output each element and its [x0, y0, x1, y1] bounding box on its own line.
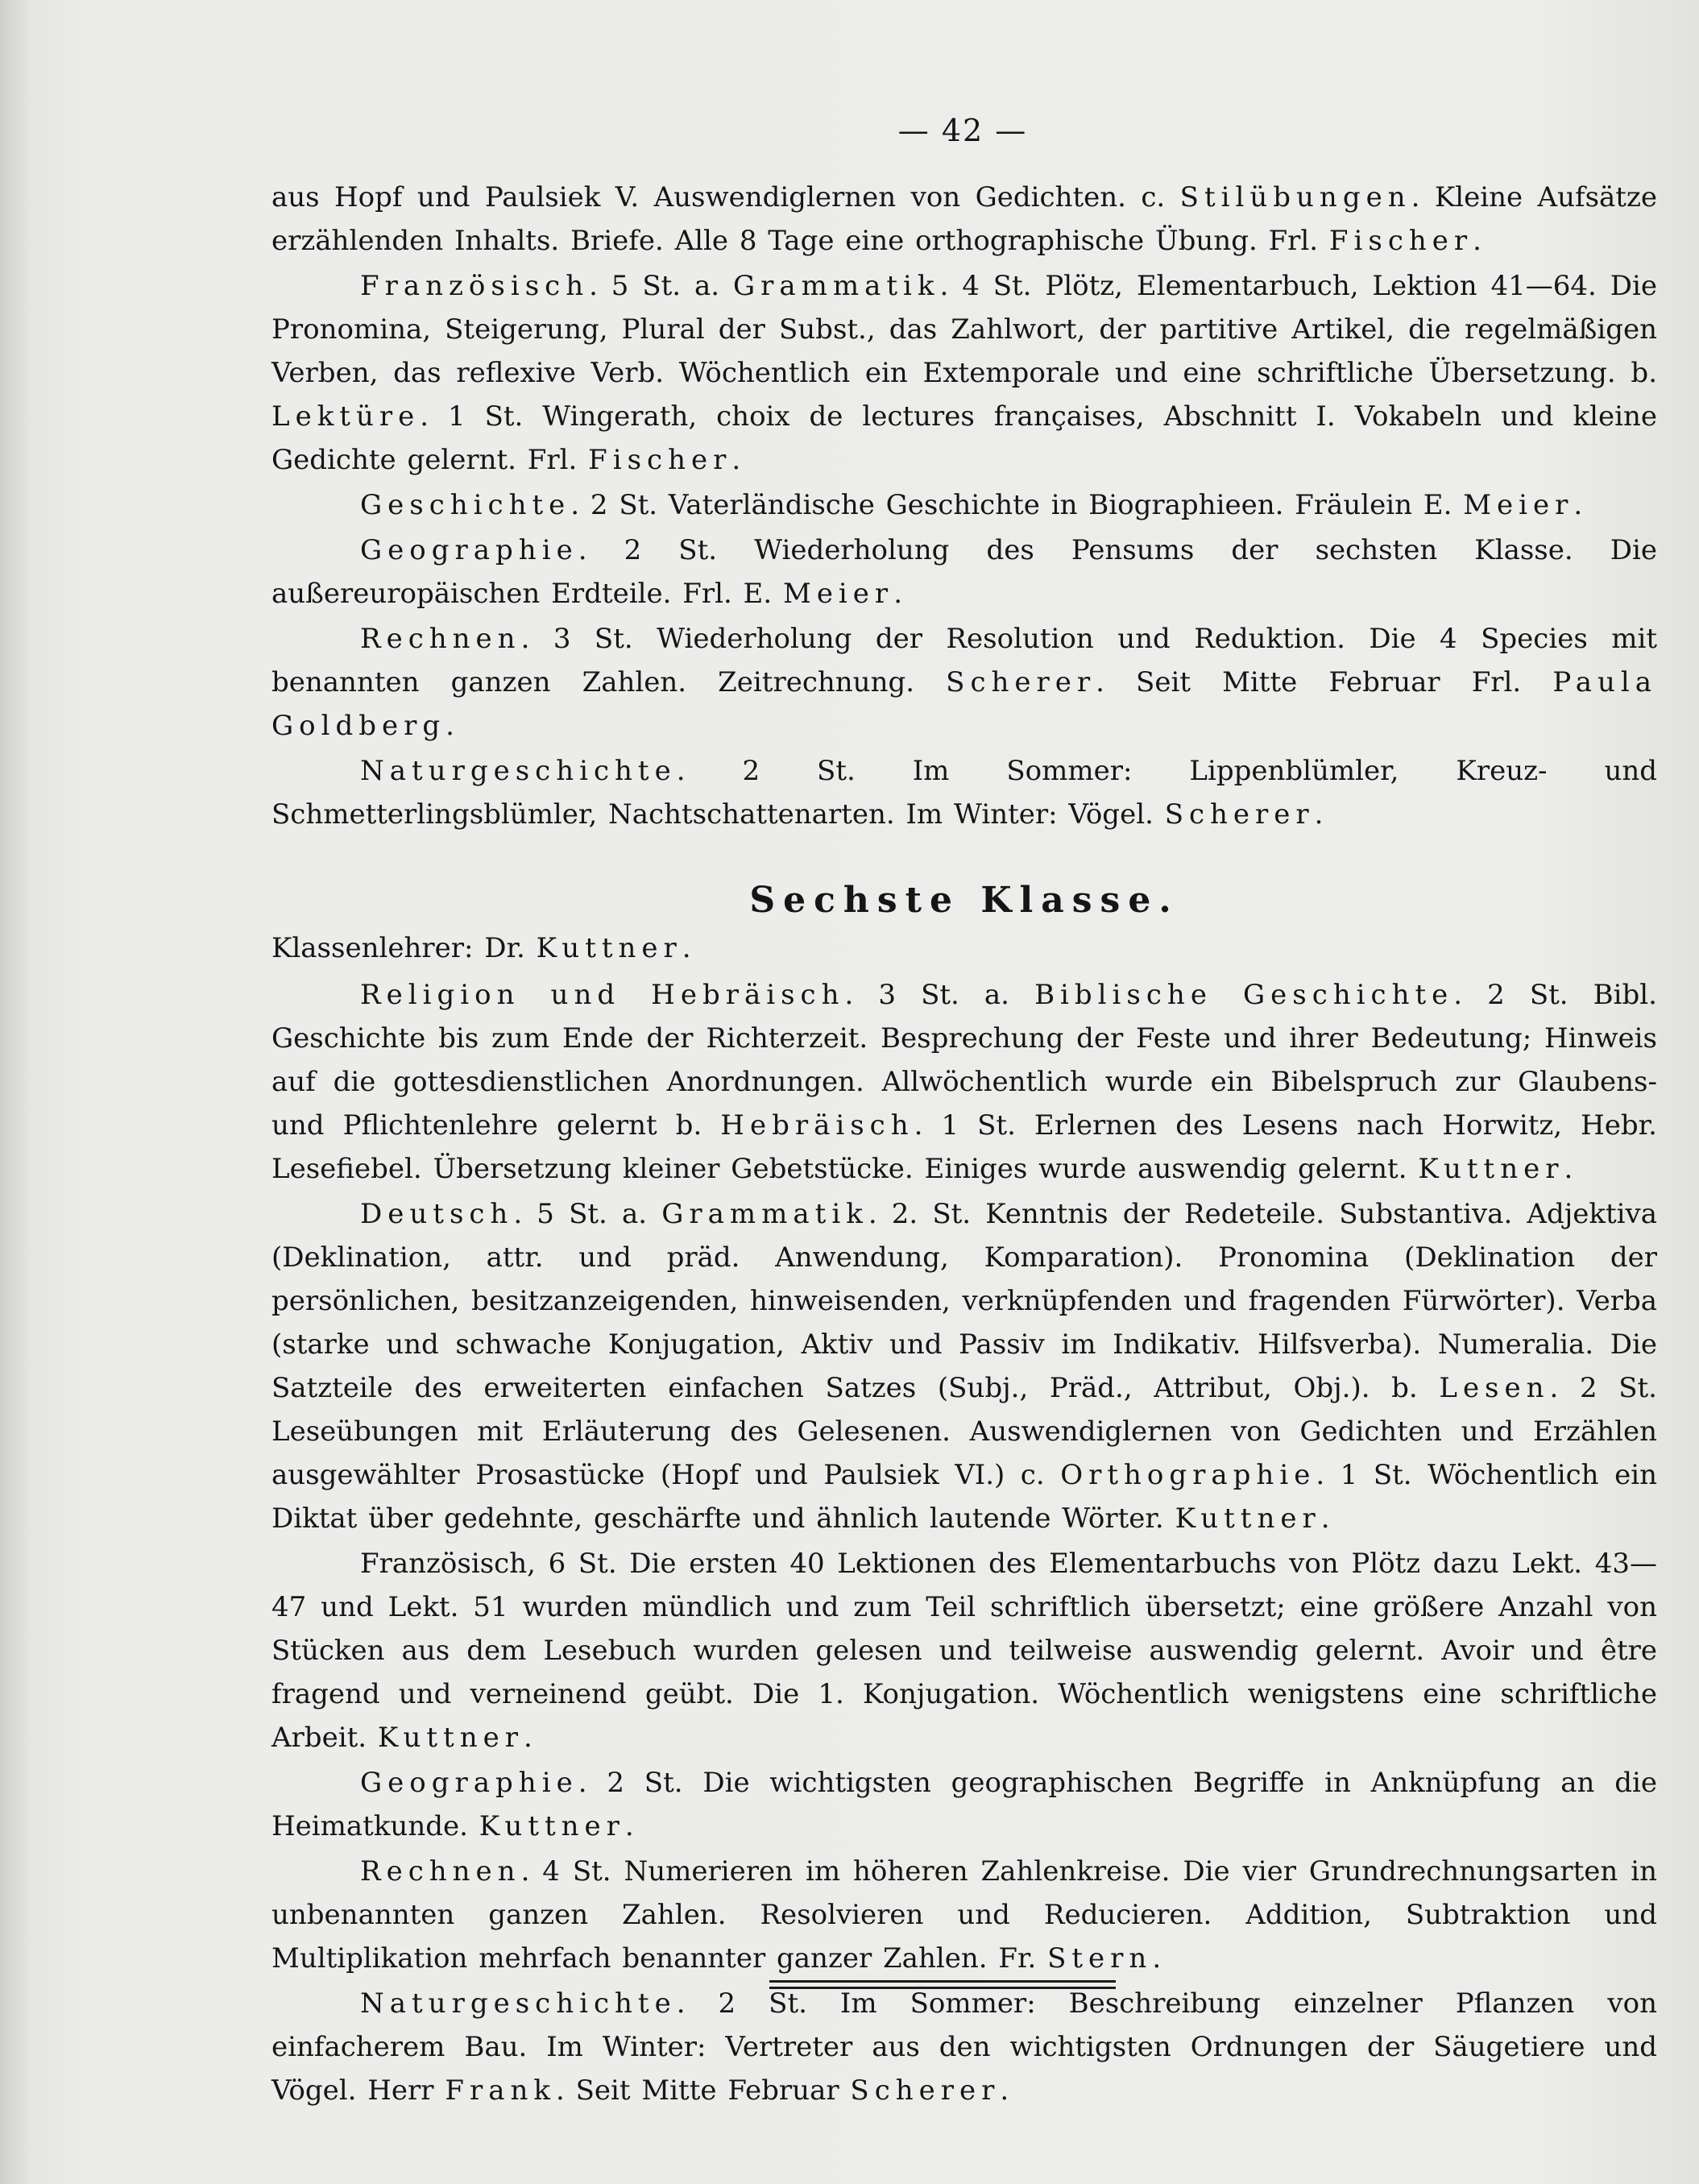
text-run: . 2 St. Vaterländische Geschichte in Biographieen. Fräulein E.: [570, 489, 1452, 521]
spaced-term: Hebräisch: [720, 1109, 914, 1142]
text-run: . 2 St. Im Sommer: Beschreibung einzelner Pflanzen von einfacherem Bau. Im Winter: Vertreter aus den wichtigsten Ordnungen der Säugetiere und Vögel. Herr: [271, 1987, 1657, 2107]
text-run: .: [1473, 225, 1481, 257]
text-run: , 6 St. Die ersten 40 Lektionen des Elementarbuchs von Plötz dazu Lekt. 43—47 und Lekt. 51 wurden mündlich und zum Teil schriftlich übersetzt; eine größere Anzahl von Stücken aus dem Lesebuch wurden gelesen und teilweise auswendig gelernt. Avoir und être fragend und verneinend geübt. Die 1. Konjugation. Wöchentlich wenigstens eine schriftliche Arbeit.: [271, 1548, 1657, 1754]
subject-title: Französisch: [360, 270, 590, 302]
text-run: . Kleine Aufsätze erzählenden Inhalts. Briefe. Alle 8 Tage eine orthographische Übung. Frl.: [271, 181, 1657, 257]
text-run: . Seit Mitte Februar: [556, 2074, 839, 2107]
text-run: .: [524, 1722, 532, 1754]
paragraph-deutsch-continuation: [271, 176, 1657, 263]
teacher-name: Meier: [783, 578, 894, 610]
text-run: Klassenlehrer: Dr.: [271, 932, 525, 964]
text-run: . 5 St. a.: [589, 270, 720, 302]
paragraph-geographie-5: [271, 528, 1657, 615]
subject-title: Geographie: [360, 534, 578, 566]
subject-title: Naturgeschichte: [360, 755, 677, 787]
paragraph-deutsch-6: [271, 1192, 1657, 1540]
teacher-name: Kuttner: [1175, 1502, 1321, 1535]
class-teacher-line: [271, 926, 1657, 970]
subject-title: Geschichte: [360, 489, 571, 521]
subject-title: Religion und Hebräisch: [360, 979, 845, 1011]
text-run: . 2 St. Leseübungen mit Erläuterung des Gelesenen. Auswendiglernen von Gedichten und Erzählen ausgewählter Prosastücke (Hopf und Paulsiek VI.) c.: [271, 1372, 1657, 1491]
text-run: .: [1573, 489, 1583, 521]
text-run: . 2. St. Kenntnis der Redeteile. Substantiva. Adjektiva (Deklination, attr. und präd. Anwendung, Komparation). Pronomina (Deklination der persönlichen, besitzanzeigenden, hinweisenden, verknüpfenden und fragenden Fürwörter). Verba (starke und schwache Konjugation, Aktiv und Passiv im Indikativ. Hilfsverba). Numeralia. Die Satzteile des erweiterten einfachen Satzes (Subj., Präd., Attribut, Obj.). b.: [271, 1198, 1658, 1404]
text-run: .: [731, 444, 741, 476]
text-run: .: [1314, 798, 1324, 831]
text-run: . 2 St. Bibl. Geschichte bis zum Ende der Richterzeit. Besprechung der Feste und ihrer Bedeutung; Hinweis auf die gottesdienstlichen Anordnungen. Allwöchentlich wurde ein Bibelspruch zur Glaubens- und Pflichtenlehre gelernt b.: [271, 979, 1657, 1142]
spaced-term: Grammatik: [661, 1198, 868, 1230]
text-run: . 2 St. Wiederholung des Pensums der sechsten Klasse. Die außereuropäischen Erdteile. Frl. E.: [271, 534, 1657, 610]
paragraph-franzoesisch-6: [271, 1542, 1657, 1759]
teacher-name: Kuttner: [377, 1722, 524, 1754]
text-run: . 1 St. Erlernen des Lesens nach Horwitz, Hebr. Lesefiebel. Übersetzung kleiner Gebetstücke. Einiges wurde auswendig gelernt.: [271, 1109, 1657, 1185]
spaced-term: Orthographie: [1060, 1459, 1316, 1491]
page-body: [271, 176, 1657, 2114]
paragraph-rechnen-5: [271, 617, 1657, 748]
teacher-name: Scherer: [850, 2074, 1001, 2107]
subject-title: Rechnen: [360, 623, 521, 655]
section-heading: Sechste Klasse.: [749, 880, 1179, 921]
text-run: . Seit Mitte Februar Frl.: [1096, 666, 1522, 698]
text-run: . 3 St. a.: [844, 979, 1009, 1011]
paragraph-franzoesisch-5: [271, 264, 1657, 482]
paragraph-naturgeschichte-6: [271, 1982, 1657, 2112]
paragraph-rechnen-6: [271, 1850, 1657, 1980]
text-run: . 4 St. Numerieren im höheren Zahlenkreise. Die vier Grundrechnungsarten in unbenannten ganzen Zahlen. Resolvieren und Reducieren. Addition, Subtraktion und Multiplikation mehrfach benannter ganzer Zahlen. Fr.: [271, 1855, 1657, 1975]
subject-title: Naturgeschichte: [360, 1987, 677, 2020]
subject-title: Rechnen: [360, 1855, 521, 1888]
teacher-name: Scherer: [1164, 798, 1315, 831]
teacher-name: Kuttner: [536, 932, 682, 964]
text-run: . 2 St. Die wichtigsten geographischen Begriffe in Anknüpfung an die Heimatkunde.: [271, 1767, 1657, 1842]
subject-title: Geographie: [360, 1767, 578, 1799]
paragraph-religion: [271, 973, 1657, 1191]
text-run: . 1 St. Wingerath, choix de lectures françaises, Abschnitt I. Vokabeln und kleine Gedichte gelernt. Frl.: [271, 400, 1657, 476]
text-run: . 4 St. Plötz, Elementarbuch, Lektion 41—64. Die Pronomina, Steigerung, Plural der Subst., das Zahlwort, der partitive Artikel, die regelmäßigen Verben, das reflexive Verb. Wöchentlich ein Extemporale und eine schriftliche Übersetzung. b.: [271, 270, 1657, 389]
teacher-name: Paula Goldberg: [271, 666, 1658, 742]
text-run: .: [445, 710, 454, 742]
text-run: .: [682, 932, 691, 964]
text-run: . 2 St. Im Sommer: Lippenblümler, Kreuz- und Schmetterlingsblümler, Nachtschattenarten. Im Winter: Vögel.: [271, 755, 1657, 831]
text-run: .: [893, 578, 902, 610]
text-run: .: [1564, 1153, 1573, 1185]
paragraph-naturgeschichte-5: [271, 749, 1657, 836]
teacher-name: Meier: [1463, 489, 1574, 521]
subject-title: Deutsch: [360, 1198, 514, 1230]
page-number: — 42 —: [897, 113, 1028, 148]
text-run: . 1 St. Wöchentlich ein Diktat über gedehnte, geschärfte und ähnlich lautende Wörter.: [271, 1459, 1658, 1535]
spaced-term: Lektüre: [271, 400, 421, 433]
teacher-name: Fischer: [588, 444, 732, 476]
closing-double-rule: [769, 1980, 1116, 1989]
text-run: . 5 St. a.: [513, 1198, 648, 1230]
text-run: .: [624, 1810, 634, 1842]
teacher-name: Fischer: [1328, 225, 1473, 257]
text-run: aus Hopf und Paulsiek V. Auswendiglernen von Gedichten. c.: [271, 181, 1166, 213]
spaced-term: Stilübungen: [1179, 181, 1411, 213]
paragraph-geschichte: [271, 483, 1657, 527]
text-run: .: [1152, 1942, 1162, 1975]
text-run: .: [1320, 1502, 1330, 1535]
teacher-name: Frank: [445, 2074, 556, 2107]
spaced-term: Biblische Geschichte: [1034, 979, 1454, 1011]
spaced-term: Lesen: [1439, 1372, 1550, 1404]
text-run: . 3 St. Wiederholung der Resolution und Reduktion. Die 4 Species mit benannten ganzen Zahlen. Zeitrechnung.: [271, 623, 1657, 698]
teacher-name: Kuttner: [479, 1810, 625, 1842]
paragraph-geographie-6: [271, 1761, 1657, 1848]
teacher-name: Stern: [1047, 1942, 1153, 1975]
teacher-name: Kuttner: [1418, 1153, 1564, 1185]
text-run: .: [1000, 2074, 1009, 2107]
teacher-name: Scherer: [946, 666, 1096, 698]
spaced-term: Grammatik: [732, 270, 940, 302]
subject-title: Französisch: [360, 1548, 528, 1580]
